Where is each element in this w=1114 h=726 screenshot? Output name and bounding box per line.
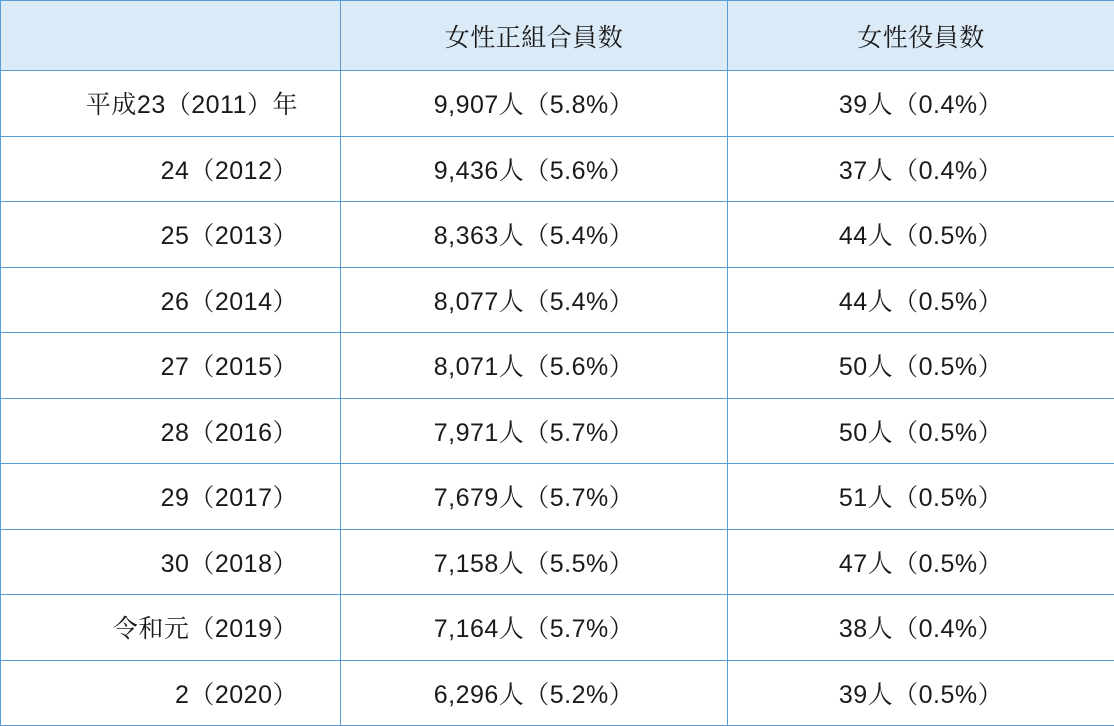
year-label: 平成23（2011）年: [1, 71, 341, 137]
header-cell-female-officers: 女性役員数: [728, 1, 1114, 71]
table-header: [1, 1, 1114, 71]
year-label: 令和元（2019）: [1, 595, 341, 661]
table-row: [1, 267, 1114, 333]
year-label: 25（2013）: [1, 202, 341, 268]
table-row: [1, 595, 1114, 661]
table-row: [1, 464, 1114, 530]
female-officers-value: 50人（0.5%）: [728, 333, 1114, 399]
female-regular-members-value: 6,296人（5.2%）: [341, 660, 728, 726]
year-label: 30（2018）: [1, 529, 341, 595]
table-row: [1, 398, 1114, 464]
table-row: [1, 202, 1114, 268]
female-officers-value: 37人（0.4%）: [728, 136, 1114, 202]
female-regular-members-value: 9,907人（5.8%）: [341, 71, 728, 137]
female-officers-value: 38人（0.4%）: [728, 595, 1114, 661]
table-row: [1, 71, 1114, 137]
female-officers-value: 47人（0.5%）: [728, 529, 1114, 595]
female-officers-value: 39人（0.5%）: [728, 660, 1114, 726]
female-officers-value: 51人（0.5%）: [728, 464, 1114, 530]
female-regular-members-value: 7,158人（5.5%）: [341, 529, 728, 595]
header-cell-female-regular-members: 女性正組合員数: [341, 1, 728, 71]
year-label: 2（2020）: [1, 660, 341, 726]
year-label: 27（2015）: [1, 333, 341, 399]
female-regular-members-value: 7,164人（5.7%）: [341, 595, 728, 661]
year-label: 26（2014）: [1, 267, 341, 333]
female-regular-members-value: 8,071人（5.6%）: [341, 333, 728, 399]
table-body: [1, 71, 1114, 726]
year-label: 24（2012）: [1, 136, 341, 202]
female-regular-members-value: 9,436人（5.6%）: [341, 136, 728, 202]
year-label: 28（2016）: [1, 398, 341, 464]
header-cell-year: [1, 1, 341, 71]
female-officers-value: 50人（0.5%）: [728, 398, 1114, 464]
year-label: 29（2017）: [1, 464, 341, 530]
female-officers-value: 39人（0.4%）: [728, 71, 1114, 137]
female-regular-members-value: 7,971人（5.7%）: [341, 398, 728, 464]
female-regular-members-value: 8,363人（5.4%）: [341, 202, 728, 268]
female-officers-value: 44人（0.5%）: [728, 202, 1114, 268]
female-officers-value: 44人（0.5%）: [728, 267, 1114, 333]
table-row: [1, 660, 1114, 726]
table-header-row: [1, 1, 1114, 71]
table-row: [1, 333, 1114, 399]
table-row: [1, 529, 1114, 595]
female-regular-members-value: 7,679人（5.7%）: [341, 464, 728, 530]
female-regular-members-value: 8,077人（5.4%）: [341, 267, 728, 333]
table-row: [1, 136, 1114, 202]
